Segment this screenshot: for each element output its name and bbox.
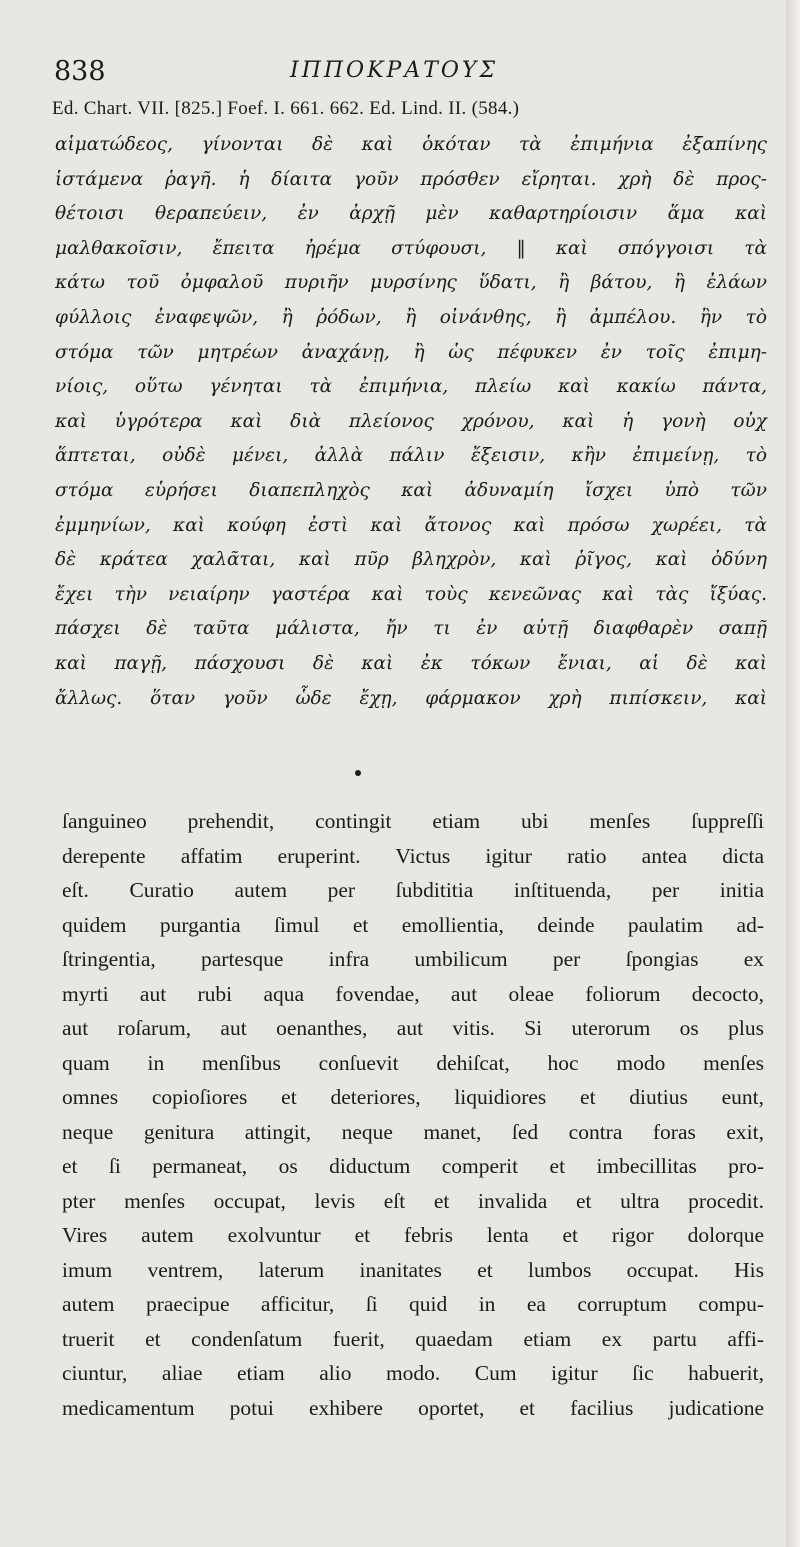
latin-line: pter menſes occupat, levis eſt et invalida et ultra procedit. xyxy=(62,1188,764,1213)
latin-line: quam in menſibus conſuevit dehiſcat, hoc modo menſes xyxy=(62,1050,764,1075)
latin-line: derepente affatim eruperint. Victus igitur ratio antea dicta xyxy=(62,843,764,868)
greek-line: μαλθακοῖσιν, ἔπειτα ἠρέμα στύφουσι, ‖ καὶ σπόγγοισι τὰ xyxy=(55,237,767,259)
latin-line: myrti aut rubi aqua fovendae, aut oleae foliorum decocto, xyxy=(62,981,764,1006)
greek-line: νίοις, οὕτω γένηται τὰ ἐπιμήνια, πλείω καὶ κακίω πάντα, xyxy=(55,376,767,398)
page-header xyxy=(40,52,780,92)
section-divider-dot xyxy=(355,770,361,776)
greek-line: καὶ ὑγρότερα καὶ διὰ πλείονος χρόνου, καὶ ἡ γονὴ οὐχ xyxy=(55,410,767,432)
greek-line: καὶ παγῇ, πάσχουσι δὲ καὶ ἐκ τόκων ἔνιαι, αἱ δὲ καὶ xyxy=(55,652,767,674)
latin-line: medicamentum potui exhibere oportet, et facilius judicatione xyxy=(62,1395,764,1420)
latin-line: ſtringentia, partesque infra umbilicum per ſpongias ex xyxy=(62,947,764,971)
latin-line: truerit et condenſatum fuerit, quaedam etiam ex partu affi- xyxy=(62,1326,764,1351)
greek-line: πάσχει δὲ ταῦτα μάλιστα, ἤν τι ἐν αὐτῇ διαφθαρὲν σαπῇ xyxy=(55,618,767,640)
greek-line: ἔχει τὴν νειαίρην γαστέρα καὶ τοὺς κενεῶνας καὶ τὰς ἴξύας. xyxy=(55,583,767,605)
latin-line: imum ventrem, laterum inanitates et lumbos occupat. His xyxy=(62,1257,764,1282)
latin-line: neque genitura attingit, neque manet, ſed contra foras exit, xyxy=(62,1119,764,1144)
latin-line: ciuntur, aliae etiam alio modo. Cum igitur ſic habuerit, xyxy=(62,1361,764,1385)
latin-line: Vires autem exolvuntur et febris lenta et rigor dolorque xyxy=(62,1223,764,1247)
greek-line: στόμα τῶν μητρέων ἀναχάνῃ, ἢ ὡς πέφυκεν ἐν τοῖς ἐπιμη- xyxy=(55,341,767,363)
greek-line: ἅπτεται, οὐδὲ μένει, ἀλλὰ πάλιν ἔξεισιν, κἢν ἐπιμείνῃ, τὸ xyxy=(55,445,767,467)
latin-line: autem praecipue afficitur, ſi quid in ea corruptum compu- xyxy=(62,1292,764,1316)
greek-line: δὲ κράτεα χαλᾶται, καὶ πῦρ βληχρὸν, καὶ ῥῖγος, καὶ ὀδύνη xyxy=(55,549,767,571)
latin-line: aut roſarum, aut oenanthes, aut vitis. Si uterorum os plus xyxy=(62,1016,764,1040)
greek-line: ἄλλως. ὅταν γοῦν ὧδε ἔχῃ, φάρμακον χρὴ πιπίσκειν, καὶ xyxy=(55,687,767,709)
latin-line: et ſi permaneat, os diductum comperit et imbecillitas pro- xyxy=(62,1154,764,1178)
greek-line: αἱματώδεος, γίνονται δὲ καὶ ὁκόταν τὰ ἐπιμήνια ἐξαπίνης xyxy=(55,134,767,155)
latin-line: eſt. Curatio autem per ſubdititia inſtituenda, per initia xyxy=(62,878,764,902)
latin-line: omnes copioſiores et deteriores, liquidiores et diutius eunt, xyxy=(62,1085,764,1109)
page-number: 838 xyxy=(54,56,106,87)
greek-line: θέτοισι θεραπεύειν, ἐν ἀρχῇ μὲν καθαρτηρίοισιν ἅμα καὶ xyxy=(55,203,767,225)
greek-line: στόμα εὑρήσει διαπεπληχὸς καὶ ἀδυναμίη ἴσχει ὑπὸ τῶν xyxy=(55,479,767,501)
greek-text-block xyxy=(55,128,767,716)
greek-line: φύλλοις ἐναφεψῶν, ἢ ῥόδων, ἢ οἰνάνθης, ἢ ἀμπέλου. ἢν τὸ xyxy=(55,306,767,328)
edition-reference-line: Ed. Chart. VII. [825.] Foef. I. 661. 662. Ed. Lind. II. (584.) xyxy=(52,98,520,119)
greek-line: ἐμμηνίων, καὶ κούφη ἐστὶ καὶ ἄτονος καὶ πρόσω χωρέει, τὰ xyxy=(55,514,767,536)
page-edge xyxy=(786,0,800,1547)
latin-line: ſanguineo prehendit, contingit etiam ubi menſes ſuppreſſi xyxy=(62,809,764,833)
greek-line: ἱστάμενα ῥαγῆ. ἡ δίαιτα γοῦν πρόσθεν εἴρηται. χρὴ δὲ προς- xyxy=(55,168,767,190)
greek-line: κάτω τοῦ ὀμφαλοῦ πυριῆν μυρσίνης ὕδατι, ἢ βάτου, ἢ ἐλάων xyxy=(55,272,767,294)
latin-line: quidem purgantia ſimul et emollientia, deinde paulatim ad- xyxy=(62,912,764,937)
running-title: ΙΠΠΟΚΡΑΤΟΥΣ xyxy=(290,58,499,83)
latin-translation-block xyxy=(62,804,764,1425)
